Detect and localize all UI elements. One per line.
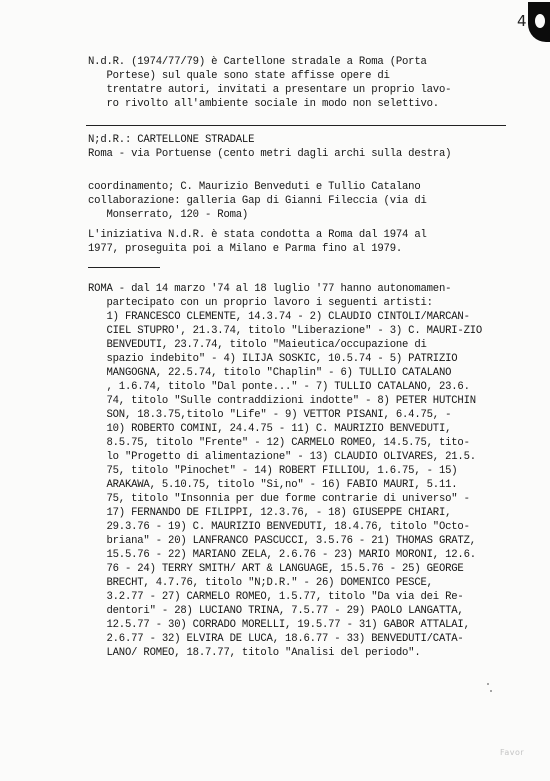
short-divider: [88, 267, 160, 268]
text-line: Monserrato, 120 - Roma): [88, 209, 249, 221]
text-line: MANGOGNA, 22.5.74, titolo "Chaplin" - 6) TULLIO CATALANO: [88, 367, 452, 379]
text-line: 74, titolo "Sulle contraddizioni indotte" - 8) PETER HUTCHIN: [88, 395, 476, 407]
text-line: coordinamento; C. Maurizio Benveduti e Tullio Catalano: [88, 181, 421, 193]
text-line: 10) ROBERTO COMINI, 24.4.75 - 11) C. MAURIZIO BENVEDUTI,: [88, 423, 452, 435]
text-line: SON, 18.3.75,titolo "Life" - 9) VETTOR PISANI, 6.4.75, -: [88, 409, 452, 421]
text-line: Portese) sul quale sono state affisse opere di: [88, 70, 390, 82]
text-line: ro rivolto all'ambiente sociale in modo non selettivo.: [88, 98, 439, 110]
text-line: lo "Progetto di alimentazione" - 13) CLAUDIO OLIVARES, 21.5.: [88, 451, 476, 463]
coordination-block: [88, 180, 427, 222]
text-line: LANO/ ROMEO, 18.7.77, titolo "Analisi del periodo".: [88, 647, 421, 659]
text-line: 1977, proseguita poi a Milano e Parma fino al 1979.: [88, 243, 403, 255]
text-line: partecipato con un proprio lavoro i seguenti artisti:: [88, 297, 433, 309]
text-line: 76 - 24) TERRY SMITH/ ART & LANGUAGE, 15.5.76 - 25) GEORGE: [88, 563, 464, 575]
text-line: ARAKAWA, 5.10.75, titolo "Si,no" - 16) FABIO MAURI, 5.11.: [88, 479, 458, 491]
text-line: 15.5.76 - 22) MARIANO ZELA, 2.6.76 - 23) MARIO MORONI, 12.6.: [88, 549, 476, 561]
archive-stamp: Favor: [500, 748, 525, 757]
text-line: L'iniziativa N.d.R. è stata condotta a Roma dal 1974 al: [88, 229, 427, 241]
project-header: [88, 133, 451, 161]
text-line: ROMA - dal 14 marzo '74 al 18 luglio '77 hanno autonomamen-: [88, 283, 452, 295]
text-line: Roma - via Portuense (cento metri dagli archi sulla destra): [88, 148, 452, 160]
text-line: 12.5.77 - 30) CORRADO MORELLI, 19.5.77 - 31) GABOR ATTALAI,: [88, 619, 470, 631]
text-line: 3.2.77 - 27) CARMELO ROMEO, 1.5.77, titolo "Da via dei Re-: [88, 591, 464, 603]
text-line: dentori" - 28) LUCIANO TRINA, 7.5.77 - 29) PAOLO LANGATTA,: [88, 605, 464, 617]
text-line: 8.5.75, titolo "Frente" - 12) CARMELO ROMEO, 14.5.75, tito-: [88, 437, 470, 449]
text-line: 2.6.77 - 32) ELVIRA DE LUCA, 18.6.77 - 33) BENVEDUTI/CATA-: [88, 633, 464, 645]
intro-paragraph: [88, 55, 451, 111]
text-line: N;d.R.: CARTELLONE STRADALE: [88, 134, 255, 146]
text-line: briana" - 20) LANFRANCO PASCUCCI, 3.5.76 - 21) THOMAS GRATZ,: [88, 535, 476, 547]
text-line: 1) FRANCESCO CLEMENTE, 14.3.74 - 2) CLAUDIO CINTOLI/MARCAN-: [88, 311, 470, 323]
text-line: collaborazione: galleria Gap di Gianni Fileccia (via di: [88, 195, 427, 207]
divider: [86, 125, 506, 126]
text-line: N.d.R. (1974/77/79) è Cartellone stradale a Roma (Porta: [88, 56, 427, 68]
text-line: BENVEDUTI, 23.7.74, titolo "Maieutica/occupazione di: [88, 339, 427, 351]
page-number: 4: [517, 12, 527, 30]
text-line: spazio indebito" - 4) ILIJA SOSKIC, 10.5.74 - 5) PATRIZIO: [88, 353, 458, 365]
text-line: 75, titolo "Insonnia per due forme contrarie di universo" -: [88, 493, 470, 505]
paper-speck: [490, 690, 492, 692]
text-line: 17) FERNANDO DE FILIPPI, 12.3.76, - 18) GIUSEPPE CHIARI,: [88, 507, 452, 519]
initiative-paragraph: [88, 228, 427, 256]
artists-list: [88, 282, 482, 660]
text-line: BRECHT, 4.7.76, titolo "N;D.R." - 26) DOMENICO PESCE,: [88, 577, 433, 589]
punch-hole-mark: [528, 2, 550, 42]
text-line: CIEL STUPRO', 21.3.74, titolo "Liberazione" - 3) C. MAURI-ZIO: [88, 325, 483, 337]
text-line: 29.3.76 - 19) C. MAURIZIO BENVEDUTI, 18.4.76, titolo "Octo-: [88, 521, 470, 533]
text-line: 75, titolo "Pinochet" - 14) ROBERT FILLIOU, 1.6.75, - 15): [88, 465, 458, 477]
text-line: , 1.6.74, titolo "Dal ponte..." - 7) TULLIO CATALANO, 23.6.: [88, 381, 470, 393]
paper-speck: [487, 683, 489, 685]
text-line: trentatre autori, invitati a presentare un proprio lavo-: [88, 84, 452, 96]
